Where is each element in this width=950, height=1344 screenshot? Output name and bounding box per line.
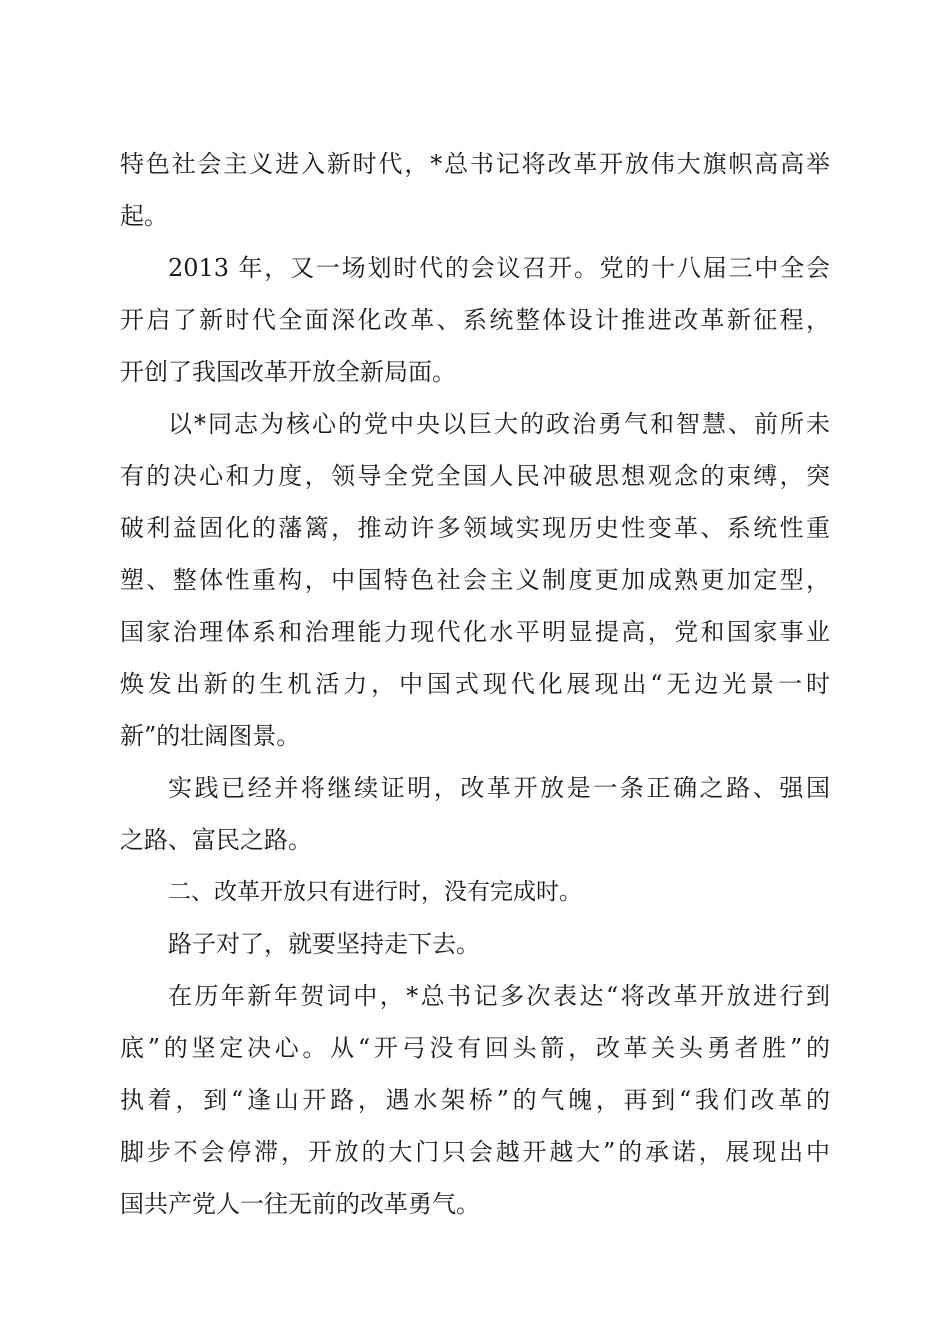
- paragraph-line: 开创了我国改革开放全新局面。: [120, 358, 456, 386]
- paragraph-line: 开启了新时代全面深化改革、系统整体设计推进改革新征程，: [120, 306, 830, 334]
- paragraph-6: [120, 970, 830, 1230]
- paragraph-line: 脚步不会停滞，开放的大门只会越开越大”的承诺，展现出中: [120, 1138, 830, 1166]
- paragraph-2: [120, 242, 830, 398]
- paragraph-line: 底”的坚定决心。从“开弓没有回头箭，改革关头勇者胜”的: [120, 1034, 830, 1062]
- paragraph-line: 之路、富民之路。: [120, 826, 312, 854]
- paragraph-1: [120, 138, 830, 242]
- paragraph-line: 国共产党人一往无前的改革勇气。: [120, 1190, 480, 1218]
- paragraph-line: 执着，到“逢山开路，遇水架桥”的气魄，再到“我们改革的: [120, 1086, 830, 1114]
- paragraph-line: 塑、整体性重构，中国特色社会主义制度更加成熟更加定型，: [120, 566, 830, 594]
- paragraph-5: [120, 918, 830, 970]
- paragraph-line: 破利益固化的藩篱，推动许多领域实现历史性变革、系统性重: [120, 514, 830, 542]
- paragraph-line: 以*同志为核心的党中央以巨大的政治勇气和智慧、前所未: [168, 410, 830, 438]
- paragraph-line: 实践已经并将继续证明，改革开放是一条正确之路、强国: [168, 774, 830, 802]
- paragraph-line: 路子对了，就要坚持走下去。: [168, 930, 480, 958]
- paragraph-line: 有的决心和力度，领导全党全国人民冲破思想观念的束缚，突: [120, 462, 830, 490]
- section-heading: [120, 866, 830, 918]
- paragraph-line: 新”的壮阔图景。: [120, 722, 301, 750]
- paragraph-line: 国家治理体系和治理能力现代化水平明显提高，党和国家事业: [120, 618, 830, 646]
- paragraph-3: [120, 398, 830, 762]
- paragraph-line: 起。: [120, 202, 168, 230]
- paragraph-4: [120, 762, 830, 866]
- paragraph-line: 焕发出新的生机活力，中国式现代化展现出“无边光景一时: [120, 670, 830, 698]
- paragraph-line: 特色社会主义进入新时代，*总书记将改革开放伟大旗帜高高举: [120, 150, 830, 178]
- document-body: [120, 138, 830, 1230]
- paragraph-line: 在历年新年贺词中，*总书记多次表达“将改革开放进行到: [168, 982, 830, 1010]
- section-heading-text: 二、改革开放只有进行时，没有完成时。: [168, 879, 582, 905]
- paragraph-line: 2013 年，又一场划时代的会议召开。党的十八届三中全会: [168, 254, 830, 282]
